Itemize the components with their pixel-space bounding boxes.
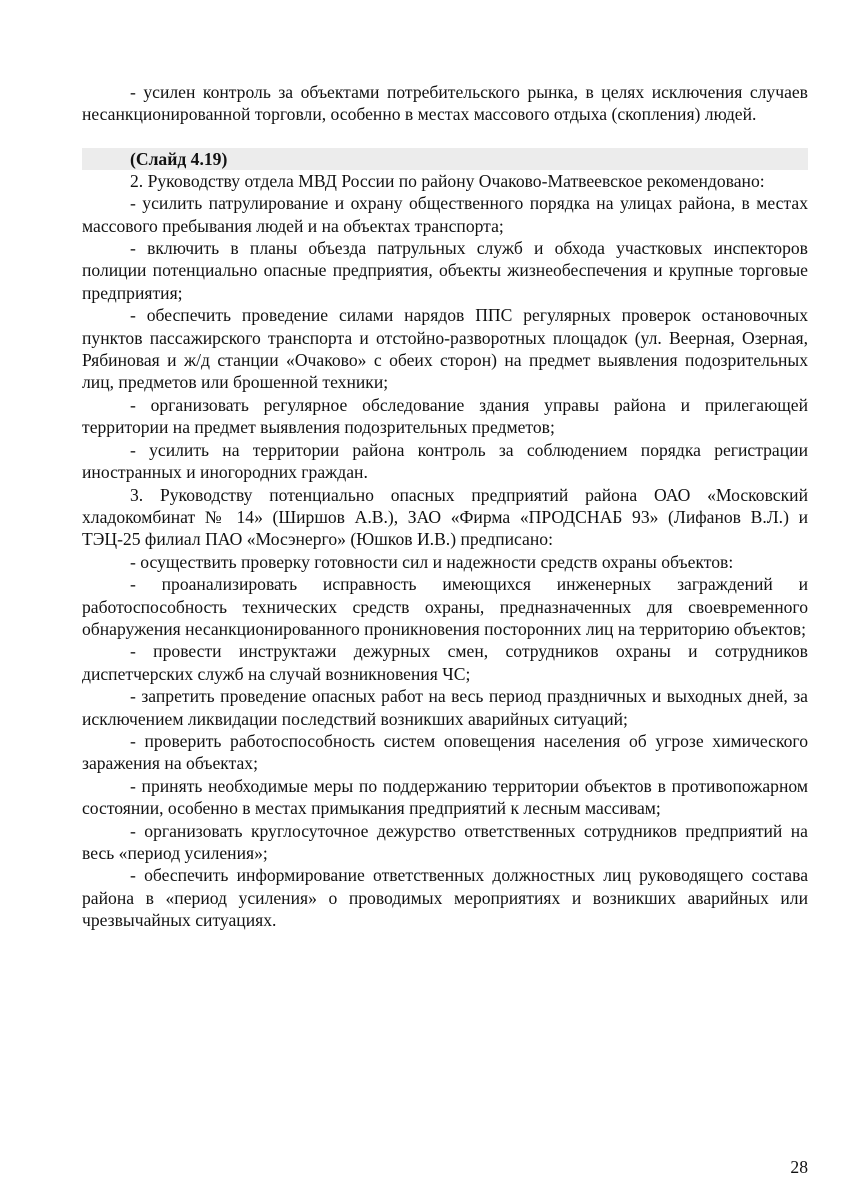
page-number: 28 bbox=[790, 1157, 808, 1177]
slide-label: (Слайд 4.19) bbox=[82, 148, 808, 170]
section-2-item: - организовать регулярное обследование здания управы района и прилегающей территории на предмет выявления подозрительных предметов; bbox=[82, 394, 808, 438]
section-2-item: - обеспечить проведение силами нарядов ППС регулярных проверок остановочных пунктов пассажирского транспорта и отстойно-разворотных площадок (ул. Веерная, Озерная, Рябиновая и ж/д станции «Очаково» с обеих сторон) на предмет выявления подозрительных лиц, предметов или брошенной техники; bbox=[82, 305, 808, 393]
section-3-item: - проверить работоспособность систем оповещения населения об угрозе химического заражения на объектах; bbox=[82, 730, 808, 774]
section-2-item: - усилить патрулирование и охрану общественного порядка на улицах района, в местах массового пребывания людей и на объектах транспорта; bbox=[82, 193, 808, 236]
section-3-item: - осуществить проверку готовности сил и надежности средств охраны объектов: bbox=[130, 551, 734, 572]
section-3-item: - обеспечить информирование ответственных должностных лиц руководящего состава района в «период усиления» о проводимых мероприятиях и возникших аварийных или чрезвычайных ситуациях. bbox=[82, 865, 808, 931]
section-2-item: - включить в планы объезда патрульных служб и обхода участковых инспекторов полиции потенциально опасные предприятия, объекты жизнеобеспечения и крупные торговые предприятия; bbox=[82, 238, 808, 303]
section-3-item: - запретить проведение опасных работ на весь период праздничных и выходных дней, за исключением ликвидации последствий возникших аварийных ситуаций; bbox=[82, 686, 808, 729]
intro-paragraph: - усилен контроль за объектами потребительского рынка, в целях исключения случаев несанкционированной торговли, особенно в местах массового отдыха (скопления) людей. bbox=[82, 82, 808, 125]
section-2-heading: 2. Руководству отдела МВД России по району Очаково-Матвеевское рекомендовано: bbox=[130, 170, 765, 191]
section-3-item: - организовать круглосуточное дежурство ответственных сотрудников предприятий на весь «период усиления»; bbox=[82, 820, 808, 863]
page-content bbox=[82, 81, 808, 932]
section-3-item: - принять необходимые меры по поддержанию территории объектов в противопожарном состоянии, особенно в местах примыкания предприятий к лесным массивам; bbox=[82, 775, 808, 819]
section-3-heading: 3. Руководству потенциально опасных предприятий района ОАО «Московский хладокомбинат № 14» (Ширшов А.В.), ЗАО «Фирма «ПРОДСНАБ 93» (Лифанов В.Л.) и ТЭЦ-25 филиал ПАО «Мосэнерго» (Юшков И.В.) предписано: bbox=[82, 484, 808, 550]
paragraph-gap bbox=[82, 126, 808, 148]
section-3-item: - провести инструктажи дежурных смен, сотрудников охраны и сотрудников диспетчерских служб на случай возникновения ЧС; bbox=[82, 641, 808, 684]
section-2-item: - усилить на территории района контроль за соблюдением порядка регистрации иностранных и иногородних граждан. bbox=[82, 439, 808, 483]
section-3-item: - проанализировать исправность имеющихся инженерных заграждений и работоспособность технических средств охраны, предназначенных для своевременного обнаружения несанкционированного проникновения посторонних лиц на территорию объектов; bbox=[82, 574, 808, 639]
